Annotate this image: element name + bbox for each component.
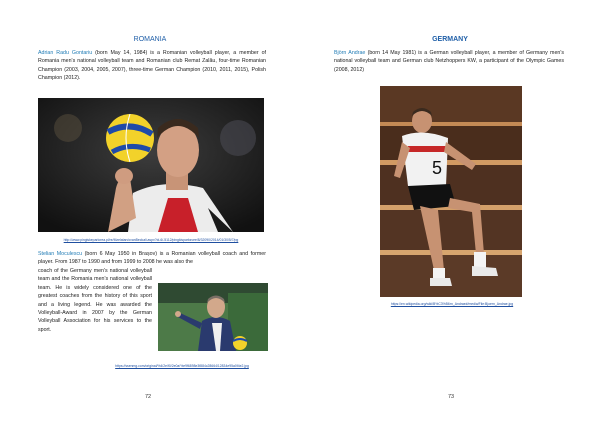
bio-text: (born 14 May 1981) is a German volleyball player, a member of Germany men's national volleyball team and German club Netzhoppers KW, a participant of the Olympic Games (2008, 2012) (334, 50, 564, 73)
bio-text: (born 6 May 1950 in Brașov) is a Romanian volleyball coach and former player. From 1987 to 1990 and from 1999 to 2008 he was also the (38, 251, 266, 266)
page-number: 72 (145, 394, 152, 400)
bio-text: (born May 14, 1984) is a Romanian volleyball player, a member of Romania men's national volleyball team and Romanian club Remat Zalău, four-time Romanian Champion (2003, 2004, 2005, 2007), three-time German Champion (2010, 2011, 2015), Polish Champion (2012). (38, 50, 267, 82)
bio-moculescu-intro (38, 250, 266, 267)
photo-gontariu (38, 98, 264, 232)
photo-source-link[interactable]: http://www.pingiskeparlorea.pl/re/Mzelatan/ovanBeckali.aspx?id-6/-5112/pingkisparksvee/8/32090/2014/01/30/5/7/pg (63, 238, 239, 242)
photo-moculescu (158, 283, 268, 351)
bio-moculescu-body: coach of the Germany men's national volleyball team and the Romania men's national volleyball team. He is widely considered one of the greatest coaches from the history of this sport and a living legend. He was awarded the Volleyball-Award in 2007 by the German Volleyball Association for his services to the sport. (38, 268, 152, 333)
photo-source-link[interactable]: https://en.wikipedia.org/wiki/B%C3%B6rn_Andrae#/media/File:Bjoern_Andrae.jpg (390, 302, 514, 306)
page-number: 73 (448, 394, 455, 400)
coach-name: Stelian Moculescu (38, 251, 83, 257)
photo-andrae (380, 86, 522, 297)
right-page (300, 0, 600, 424)
bio-andrae (334, 49, 564, 74)
photo-source-link[interactable]: https://ssenmg.com/original/%4/2e/f0/2e0a/%e9f6898e3f884c28664/12834e95a0f4e2.jpg (115, 364, 249, 368)
svg-text:5: 5 (432, 158, 443, 178)
player-name: Björn Andrae (334, 50, 366, 56)
player-name: Adrian Radu Gontariu (38, 50, 93, 56)
bio-gontariu (38, 49, 266, 83)
country-heading-germany: GERMANY (432, 36, 468, 43)
country-heading-romania: ROMANIA (133, 36, 167, 43)
